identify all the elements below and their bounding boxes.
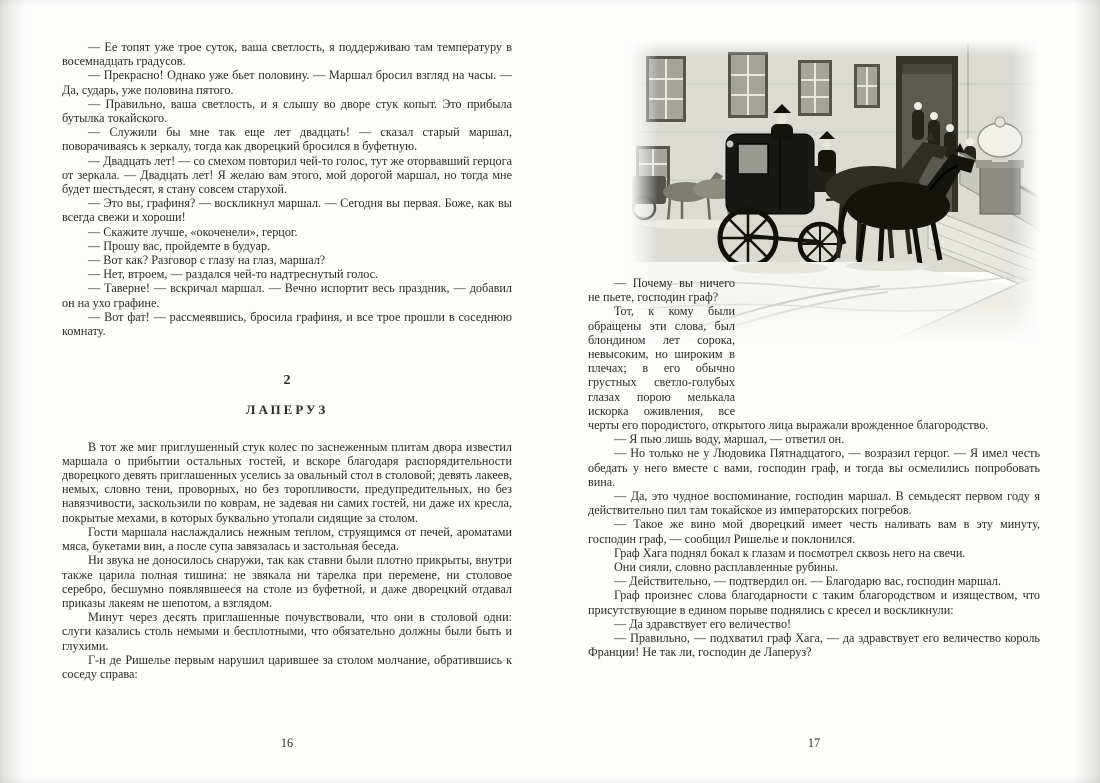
paragraph: — Действительно, — подтвердил он. — Благодарю вас, господин маршал. bbox=[614, 574, 1001, 589]
page-number-left: 16 bbox=[280, 736, 294, 750]
paragraph: Граф произнес слова благодарности с таким благородством и изяществом, что присутствующие в едином порыве поднялись с кресел и воскликнули: bbox=[588, 588, 1040, 617]
paragraph: — Служили бы мне так еще лет двадцать! — сказал старый маршал, поворачиваясь к зеркалу, тогда как дворецкий бросился в буфетную. bbox=[62, 125, 512, 154]
paragraph: Они сияли, словно расплавленные рубины. bbox=[614, 560, 839, 575]
paragraph: — Вот как? Разговор с глазу на глаз, маршал? bbox=[88, 253, 326, 268]
chapter-title: ЛАПЕРУЗ bbox=[245, 402, 329, 418]
paragraph: В тот же миг приглушенный стук колес по заснеженным плитам двора известил маршала о прибытии остальных гостей, и вскоре благодаря распорядительности дворецкого девять приглашенных уселись за овальный стол в столовой; девять лакеев, немых, словно тени, проворных, но без торопливости, предупредительных, но без навязчивости, заскользили по коврам, не задевая ни самих гостей, ни даже их кресла, покрытые мехами, в которых буквально утопали сидящие за столом. bbox=[62, 439, 512, 525]
paragraph: — Таверне! — вскричал маршал. — Вечно испортит весь праздник, — добавил он на ухо графине. bbox=[62, 281, 512, 310]
paragraph: — Да здравствует его величество! bbox=[614, 616, 792, 631]
paragraph: — Правильно, ваша светлость, и я слышу во дворе стук копыт. Это прибыла бутылка токайского. bbox=[62, 96, 512, 126]
paragraph: — Это вы, графиня? — воскликнул маршал. — Сегодня вы первая. Боже, как вы всегда свежи и хороши! bbox=[62, 196, 512, 225]
paragraph: — Правильно, — подхватил граф Хага, — да здравствует его величество король Франции! Не так ли, господин де Лаперуз? bbox=[588, 631, 1040, 660]
paragraph: — Прекрасно! Однако уже бьет половину. — Маршал бросил взгляд на часы. — Да, сударь, уже половина пятого. bbox=[62, 68, 512, 97]
paragraph: — Но только не у Людовика Пятнадцатого, — возразил герцог. — Я имел честь обедать у него вместе с вами, господин граф, и тогда вы осмелились попробовать вина. bbox=[588, 446, 1040, 489]
paragraph: — Такое же вино мой дворецкий имеет честь наливать вам в эту минуту, господин граф, — сообщил Ришелье и поклонился. bbox=[588, 517, 1040, 546]
paragraph: Гости маршала наслаждались нежным теплом, струящимся от печей, ароматами мяса, букетами вин, а после супа завязалась и застольная беседа. bbox=[62, 524, 512, 554]
chapter-number: 2 bbox=[283, 373, 291, 389]
left-page bbox=[62, 40, 512, 681]
paragraph: — Вот фат! — рассмеявшись, бросила графиня, и все трое прошли в соседнюю комнату. bbox=[62, 309, 512, 339]
paragraph: Г-н де Ришелье первым нарушил царившее за столом молчание, обратившись к соседу справа: bbox=[62, 652, 512, 681]
paragraph: — Двадцать лет! — со смехом повторил чей-то голос, тут же оторвавший герцога от зеркала. — Двадцать лет! Я желаю вам этого, мой дорогой маршал, но тогда мне будет шестьдесят, я стану совсем старухой. bbox=[62, 153, 512, 197]
page-number-right: 17 bbox=[807, 736, 821, 750]
paragraph: — Я пью лишь воду, маршал, — ответил он. bbox=[614, 432, 845, 447]
right-page bbox=[588, 40, 1040, 659]
paragraph: Минут через десять приглашенные почувствовали, что они в столовой одни: слуги казались столь немыми и бесплотными, что обязательно должны были быть и глухими. bbox=[62, 610, 512, 653]
paragraph: Граф Хага поднял бокал к глазам и посмотрел сквозь него на свечи. bbox=[614, 545, 966, 560]
paragraph: — Нет, втроем, — раздался чей-то надтреснутый голос. bbox=[88, 267, 379, 282]
paragraph: Тот, к кому были обращены эти слова, был блондином лет сорока, невысоким, но широким в плечах; в его обычно грустных светло-голубых глазах порою мелькала искорка оживления, все черты его породистого, открытого лица выражали врожденное благородство. bbox=[588, 304, 989, 433]
paragraph: — Да, это чудное воспоминание, господин маршал. В семьдесят первом году я действительно пил там токайское из императорских погребов. bbox=[588, 489, 1040, 518]
paragraph: — Почему вы ничего не пьете, господин граф? bbox=[588, 276, 735, 305]
paragraph: — Ее топят уже трое суток, ваша светлость, я поддерживаю там температуру в восемнадцать градусов. bbox=[62, 40, 512, 69]
paragraph: — Скажите лучше, «окоченели», герцог. bbox=[88, 224, 298, 239]
paragraph: — Прошу вас, пройдемте в будуар. bbox=[88, 238, 271, 253]
chapter-heading bbox=[62, 374, 512, 417]
paragraph: Ни звука не доносилось снаружи, так как ставни были плотно прикрыты, внутри также царила полная тишина: не звякала ни тарелка при перемене, ни столовое серебро, бесшумно появлявшееся на столе из буфетной, и даже дворецкий отдавал приказы лакеям не шепотом, а взглядом. bbox=[62, 553, 512, 610]
